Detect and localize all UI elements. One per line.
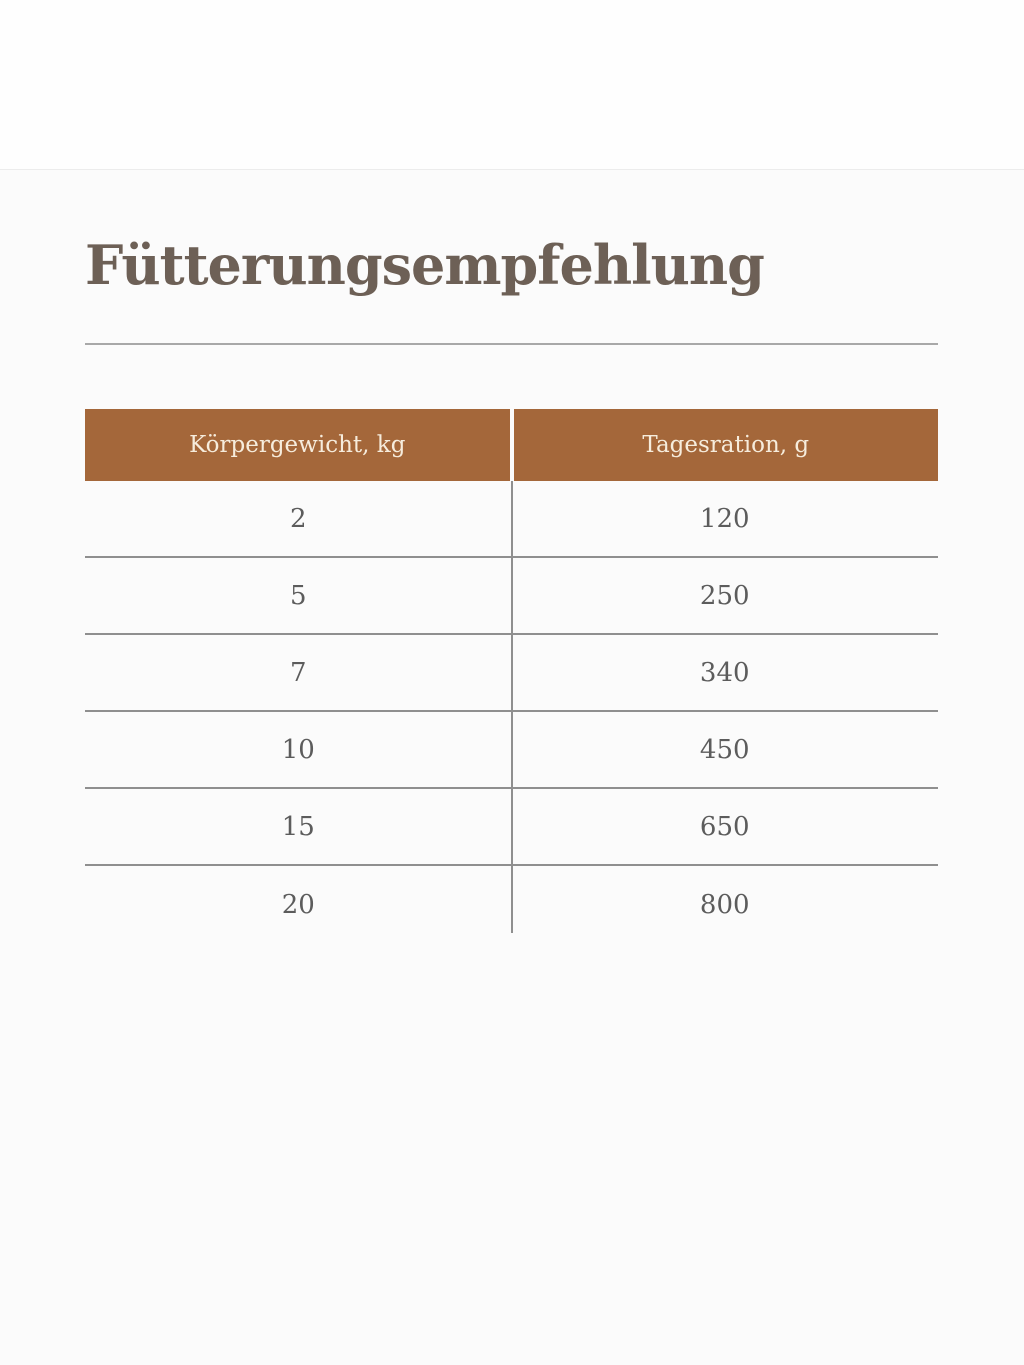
ration-cell: 800	[699, 889, 750, 920]
page-title: Fütterungsempfehlung	[85, 233, 764, 297]
ration-cell: 340	[699, 657, 750, 688]
title-divider	[85, 343, 938, 345]
column-divider	[511, 481, 513, 933]
ration-cell: 450	[699, 734, 750, 765]
top-band	[0, 0, 1024, 170]
table-header-weight: Körpergewicht, kg	[85, 409, 510, 481]
weight-cell: 2	[289, 503, 307, 534]
weight-cell: 5	[289, 580, 307, 611]
weight-cell: 15	[281, 811, 315, 842]
weight-cell: 7	[289, 657, 307, 688]
feeding-table	[85, 409, 938, 943]
table-header-row	[85, 409, 938, 481]
weight-cell: 10	[281, 734, 315, 765]
weight-cell: 20	[281, 889, 315, 920]
ration-cell: 250	[699, 580, 750, 611]
content-area	[85, 171, 938, 943]
ration-cell: 120	[699, 503, 750, 534]
table-header-ration: Tagesration, g	[514, 409, 939, 481]
table-body	[85, 481, 938, 943]
ration-cell: 650	[699, 811, 750, 842]
